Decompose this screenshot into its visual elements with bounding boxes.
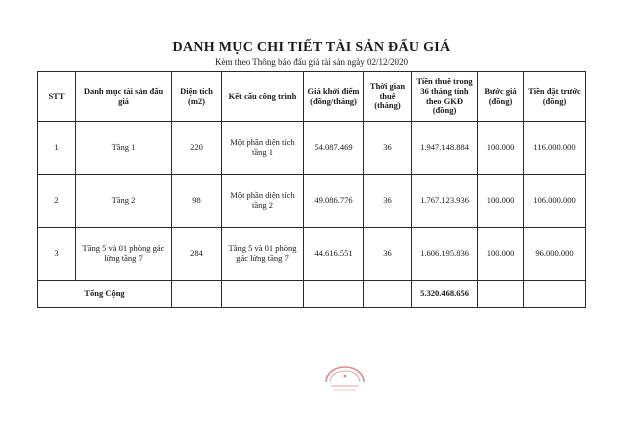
total-empty-cell — [222, 281, 304, 308]
header-structure: Kết cấu công trình — [222, 72, 304, 122]
header-price-step: Bước giá (đồng) — [478, 72, 524, 122]
header-lease-term: Thời gian thuê (tháng) — [364, 72, 412, 122]
cell-asset-name: Tầng 2 — [76, 175, 172, 228]
document-subtitle: Kèm theo Thông báo đấu giá tài sản ngày 02/12/2020 — [214, 57, 409, 67]
cell-structure: Tầng 5 và 01 phòng gác lửng tầng 7 — [222, 228, 304, 281]
cell-starting-price: 44.616.551 — [304, 228, 364, 281]
document-title: DANH MỤC CHI TIẾT TÀI SẢN ĐẤU GIÁ — [172, 40, 451, 55]
cell-lease-term: 36 — [364, 175, 412, 228]
cell-starting-price: 54.087.469 — [304, 122, 364, 175]
cell-deposit: 96.000.000 — [524, 228, 586, 281]
total-row — [38, 281, 586, 308]
cell-price-step: 100.000 — [478, 122, 524, 175]
total-empty-cell — [364, 281, 412, 308]
header-deposit: Tiền đặt trước (đồng) — [524, 72, 586, 122]
cell-asset-name: Tầng 1 — [76, 122, 172, 175]
cell-stt: 1 — [38, 122, 76, 175]
cell-area: 98 — [172, 175, 222, 228]
total-empty-cell — [304, 281, 364, 308]
cell-structure: Một phần diện tích tầng 1 — [222, 122, 304, 175]
table-header-row — [38, 72, 586, 122]
total-value: 5.320.468.656 — [412, 281, 478, 308]
cell-deposit: 116.000.000 — [524, 122, 586, 175]
total-empty-cell — [172, 281, 222, 308]
table-row — [38, 122, 586, 175]
total-label: Tổng Cộng — [38, 281, 172, 308]
header-asset-name: Danh mục tài sản đấu giá — [76, 72, 172, 122]
cell-asset-name: Tầng 5 và 01 phòng gác lửng tầng 7 — [76, 228, 172, 281]
cell-structure: Một phần diện tích tầng 2 — [222, 175, 304, 228]
table-row — [38, 175, 586, 228]
header-area: Diện tích (m2) — [172, 72, 222, 122]
header-total-rent: Tiền thuê trong 36 tháng tính theo GKĐ (đồng) — [412, 72, 478, 122]
header-starting-price: Giá khởi điểm (đồng/tháng) — [304, 72, 364, 122]
asset-table — [37, 71, 586, 308]
table-row — [38, 228, 586, 281]
cell-stt: 2 — [38, 175, 76, 228]
total-empty-cell — [524, 281, 586, 308]
cell-starting-price: 49.086.776 — [304, 175, 364, 228]
cell-lease-term: 36 — [364, 228, 412, 281]
cell-deposit: 106.000.000 — [524, 175, 586, 228]
cell-price-step: 100.000 — [478, 175, 524, 228]
cell-total-rent: 1.767.123.936 — [412, 175, 478, 228]
cell-total-rent: 1.947.148.884 — [412, 122, 478, 175]
header-stt: STT — [38, 72, 76, 122]
cell-stt: 3 — [38, 228, 76, 281]
cell-price-step: 100.000 — [478, 228, 524, 281]
cell-lease-term: 36 — [364, 122, 412, 175]
cell-total-rent: 1.606.195.836 — [412, 228, 478, 281]
total-empty-cell — [478, 281, 524, 308]
cell-area: 220 — [172, 122, 222, 175]
seal-stamp-icon — [322, 362, 368, 396]
cell-area: 284 — [172, 228, 222, 281]
